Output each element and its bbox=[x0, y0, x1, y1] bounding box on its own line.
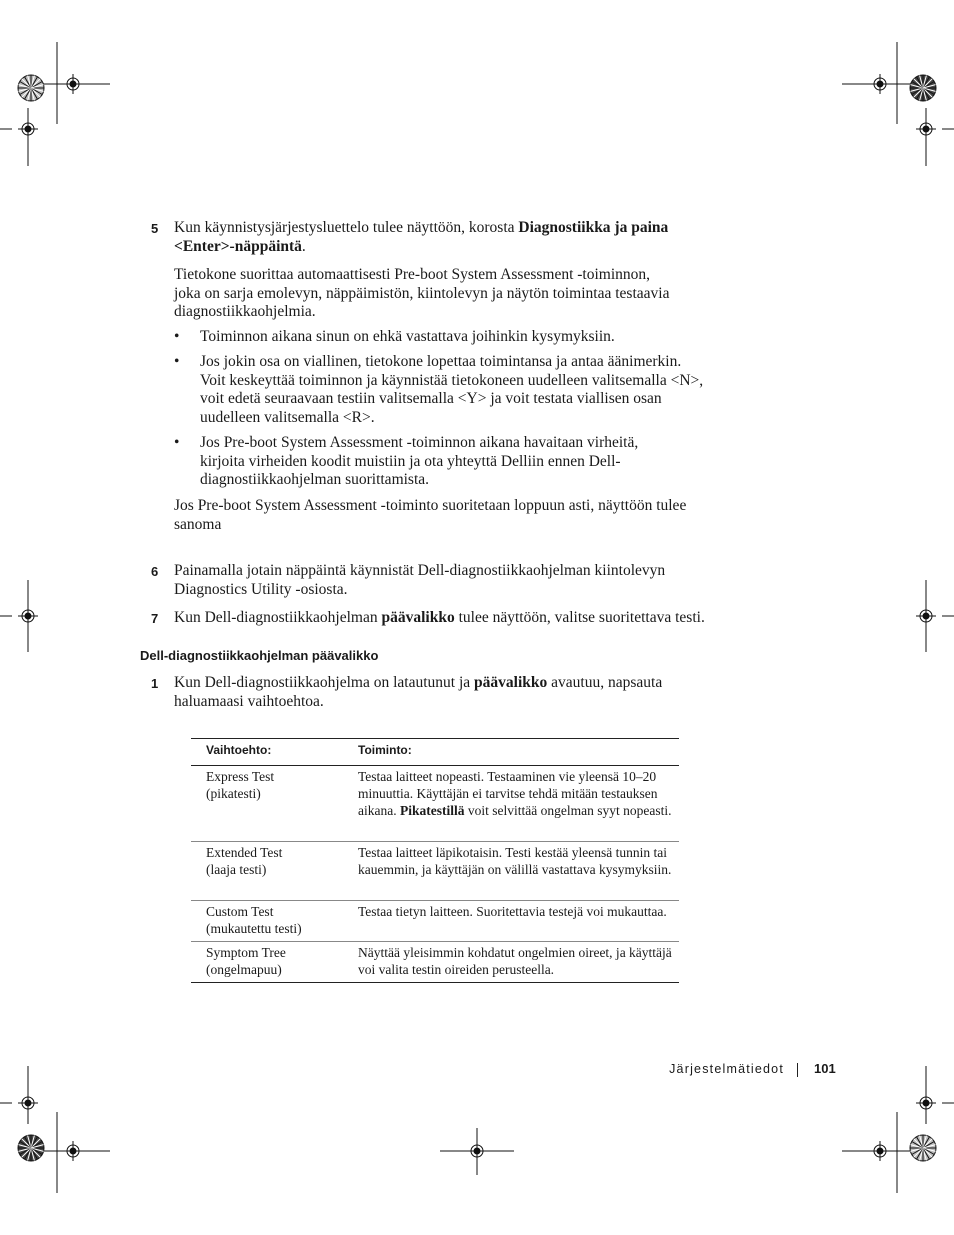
text-line: sanoma bbox=[174, 515, 222, 533]
registration-starburst bbox=[18, 1135, 44, 1161]
text-line: Tietokone suorittaa automaattisesti Pre-boot System Assessment -toiminnon, bbox=[174, 266, 651, 283]
text-line: Jos Pre-boot System Assessment -toiminnon aikana havaitaan virheitä, bbox=[200, 434, 639, 451]
step-5-paragraph-2 bbox=[174, 497, 734, 534]
bullet-item-2 bbox=[200, 353, 740, 427]
column-header-function: Toiminto: bbox=[343, 739, 679, 766]
registration-starburst bbox=[18, 75, 44, 101]
description-text: Näyttää yleisimmin kohdatut ongelmien oireet, ja käyttäjä voi valita testin oireiden perusteella. bbox=[358, 945, 672, 977]
step-1-text-start: Kun Dell-diagnostiikkaohjelma on latautunut ja bbox=[174, 674, 475, 691]
registration-starburst bbox=[910, 75, 936, 101]
registration-crosshair bbox=[870, 1141, 890, 1161]
step-5-paragraph-1 bbox=[174, 266, 734, 322]
text-line: kirjoita virheiden koodit muistiin ja ota yhteyttä Delliin ennen Dell- bbox=[200, 452, 621, 470]
registration-crosshair bbox=[467, 1141, 487, 1161]
text-line: Diagnostics Utility -osiosta. bbox=[174, 580, 348, 598]
text-line: voit edetä seuraavaan testiin valitsemalla <Y> ja voit testata viallisen osan bbox=[200, 390, 662, 408]
table-header-row bbox=[191, 739, 679, 766]
text-line: Voit keskeyttää toiminnon ja käynnistää tietokoneen uudelleen valitsemalla <N>, bbox=[200, 371, 704, 389]
registration-crosshair bbox=[63, 74, 83, 94]
bullet-item-1 bbox=[200, 328, 740, 347]
step-5-text bbox=[174, 219, 734, 256]
option-subname: (ongelmapuu) bbox=[206, 962, 282, 977]
bullet-icon: • bbox=[174, 434, 180, 451]
option-cell bbox=[191, 942, 343, 983]
bullet-icon: • bbox=[174, 353, 180, 370]
registration-crosshair bbox=[870, 74, 890, 94]
option-cell bbox=[191, 766, 343, 842]
option-name: Symptom Tree bbox=[206, 945, 286, 960]
step-6-text bbox=[174, 562, 734, 599]
registration-crosshair bbox=[916, 1093, 936, 1113]
text-line: diagnostiikkaohjelmia. bbox=[174, 303, 316, 321]
option-cell bbox=[191, 901, 343, 942]
registration-crosshair bbox=[916, 606, 936, 626]
step-1-bold: päävalikko bbox=[474, 674, 548, 691]
description-text: Testaa tietyn laitteen. Suoritettavia testejä voi mukauttaa. bbox=[358, 904, 667, 919]
footer-section-title: Järjestelmätiedot bbox=[669, 1062, 784, 1076]
option-subname: (laaja testi) bbox=[206, 862, 267, 877]
option-name: Extended Test bbox=[206, 845, 283, 860]
page-number: 101 bbox=[814, 1061, 836, 1076]
text-line: Painamalla jotain näppäintä käynnistät Dell-diagnostiikkaohjelman kiintolevyn bbox=[174, 562, 666, 579]
step-5-bold-1: Diagnostiikka ja paina bbox=[518, 219, 669, 236]
text-line: haluamaasi vaihtoehtoa. bbox=[174, 692, 324, 710]
step-number-5: 5 bbox=[151, 221, 159, 236]
bullet-icon: • bbox=[174, 328, 180, 345]
step-number-6: 6 bbox=[151, 564, 159, 579]
step-5-bold-2: <Enter>-näppäintä bbox=[174, 237, 302, 255]
text-line: Toiminnon aikana sinun on ehkä vastattava joihinkin kysymyksiin. bbox=[200, 328, 615, 345]
option-name: Express Test bbox=[206, 769, 275, 784]
bullet-item-3 bbox=[200, 434, 740, 490]
step-number-1: 1 bbox=[151, 676, 159, 691]
description-text: Testaa laitteet läpikotaisin. Testi kestää yleensä tunnin tai kauemmin, ja käyttäjän on välillä vastattava kysymyksiin. bbox=[358, 845, 672, 877]
table-row bbox=[191, 901, 679, 942]
option-subname: (mukautettu testi) bbox=[206, 921, 302, 936]
registration-crosshair bbox=[916, 119, 936, 139]
options-table bbox=[191, 738, 679, 983]
registration-crosshair bbox=[63, 1141, 83, 1161]
text-line: diagnostiikkaohjelman suorittamista. bbox=[200, 471, 430, 489]
description-text-end: voit selvittää ongelman syyt nopeasti. bbox=[464, 803, 672, 818]
description-bold: Pikatestillä bbox=[399, 803, 465, 818]
step-1-text bbox=[174, 674, 734, 711]
table-row bbox=[191, 842, 679, 901]
text-line: Jos jokin osa on viallinen, tietokone lopettaa toimintansa ja antaa äänimerkin. bbox=[200, 353, 682, 370]
text-line: Jos Pre-boot System Assessment -toiminto suoritetaan loppuun asti, näyttöön tulee bbox=[174, 497, 687, 514]
column-header-option: Vaihtoehto: bbox=[191, 739, 343, 766]
registration-crosshair bbox=[18, 1093, 38, 1113]
text-line: uudelleen valitsemalla <R>. bbox=[200, 408, 375, 426]
description-cell bbox=[343, 901, 679, 942]
option-subname: (pikatesti) bbox=[206, 786, 261, 801]
step-7-text-start: Kun Dell-diagnostiikkaohjelman bbox=[174, 609, 382, 626]
option-name: Custom Test bbox=[206, 904, 274, 919]
step-7-text bbox=[174, 609, 734, 628]
description-cell bbox=[343, 766, 679, 842]
step-number-7: 7 bbox=[151, 611, 159, 626]
step-7-bold: päävalikko bbox=[381, 609, 455, 626]
description-cell bbox=[343, 842, 679, 901]
description-cell bbox=[343, 942, 679, 983]
section-heading: Dell-diagnostiikkaohjelman päävalikko bbox=[140, 648, 379, 663]
step-7-text-end: tulee näyttöön, valitse suoritettava testi. bbox=[454, 609, 705, 626]
step-5-text-start: Kun käynnistysjärjestysluettelo tulee näyttöön, korosta bbox=[174, 219, 519, 236]
footer-separator bbox=[797, 1063, 798, 1077]
description-text: Testaa laitteet nopeasti. Testaaminen vie yleensä 10–20 minuuttia. Käyttäjän ei tarvitse tehdä mitään testauksen aikana. bbox=[358, 769, 658, 818]
registration-starburst bbox=[910, 1135, 936, 1161]
text-line: joka on sarja emolevyn, näppäimistön, kiintolevyn ja näytön toimintaa testaavia bbox=[174, 284, 670, 302]
table-row bbox=[191, 942, 679, 983]
table-row bbox=[191, 766, 679, 842]
step-1-text-end: avautuu, napsauta bbox=[547, 674, 663, 691]
registration-crosshair bbox=[18, 606, 38, 626]
registration-crosshair bbox=[18, 119, 38, 139]
option-cell bbox=[191, 842, 343, 901]
step-5-text-end: . bbox=[301, 237, 306, 255]
